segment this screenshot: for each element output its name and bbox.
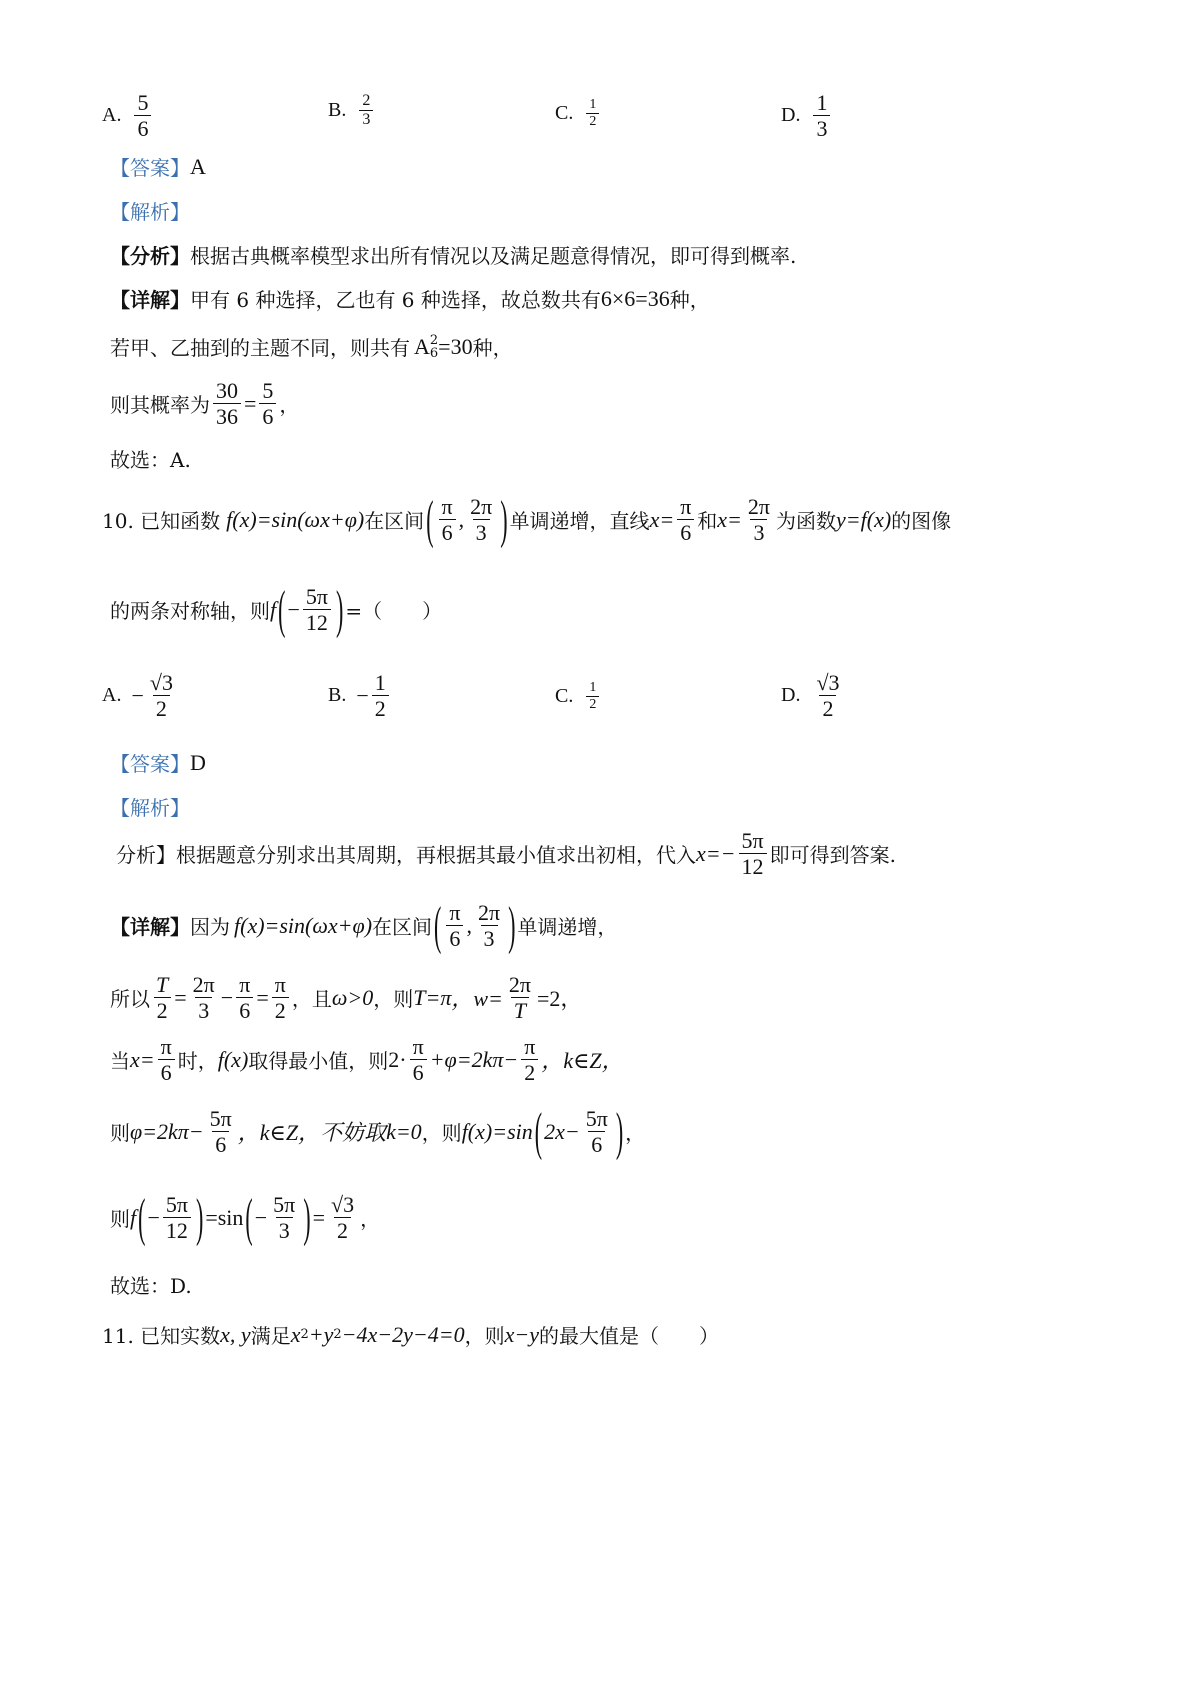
- fraction: [158, 1034, 175, 1086]
- fraction: [270, 1192, 298, 1244]
- fraction: [813, 670, 842, 722]
- fraction: [586, 97, 599, 130]
- math-expr: k=0: [386, 1118, 422, 1144]
- numerator: π: [449, 900, 461, 925]
- numerator: 5: [137, 90, 149, 115]
- answer-tag: 【答案】: [110, 752, 190, 776]
- numerator: π: [239, 972, 251, 997]
- text: 因为: [190, 915, 230, 940]
- text: 在区间: [364, 509, 425, 534]
- q10-option-d: [781, 670, 846, 722]
- fraction: [147, 670, 176, 722]
- text: 单调递增，直线: [509, 509, 650, 534]
- numerator: 2π: [508, 972, 531, 997]
- left-paren: (: [426, 488, 434, 549]
- fraction: [134, 90, 151, 142]
- denominator: 6: [259, 403, 276, 429]
- superscript: 2: [429, 332, 439, 348]
- text: =（ ）: [345, 599, 443, 624]
- numerator: π: [412, 1034, 424, 1059]
- math-f: f: [130, 1204, 137, 1230]
- fenxi-text: 根据古典概率模型求出所有情况以及满足题意得情况，即可得到概率.: [190, 244, 797, 268]
- numerator: 2π: [192, 972, 215, 997]
- right-paren: ): [615, 1100, 624, 1161]
- text: 则: [110, 1207, 130, 1232]
- left-paren: (: [534, 1100, 543, 1161]
- numerator: 5π: [165, 1192, 188, 1217]
- fraction: [259, 378, 276, 430]
- q10-stem-line2: [110, 578, 443, 639]
- text: ，且: [291, 987, 332, 1012]
- fraction: [372, 670, 389, 722]
- option-label: D.: [781, 104, 801, 127]
- denominator: 6: [134, 115, 151, 141]
- math-expr: x=: [649, 506, 675, 532]
- q9-answer: [110, 152, 206, 181]
- fraction: [467, 494, 495, 546]
- denominator: 2: [521, 1059, 538, 1085]
- denominator: 6: [588, 1131, 605, 1157]
- text: ，: [360, 1207, 381, 1232]
- math-expr: 2·: [388, 1046, 407, 1072]
- denominator: 6: [236, 997, 253, 1023]
- denominator: 2: [586, 696, 599, 713]
- fraction: [236, 972, 253, 1024]
- fraction: [213, 378, 241, 430]
- numerator: 1: [816, 90, 828, 115]
- detail-tag: 【详解】: [110, 288, 190, 312]
- fraction: [303, 584, 331, 636]
- q10-option-c: [555, 680, 602, 713]
- q10-choose: [110, 1270, 192, 1299]
- denominator: 3: [481, 925, 498, 951]
- denominator: 12: [739, 853, 767, 879]
- denominator: 3: [276, 1217, 293, 1243]
- comma: ,: [466, 912, 472, 938]
- numerator: √3: [149, 670, 173, 695]
- text: 在区间: [372, 915, 433, 940]
- q9-option-b: [328, 92, 376, 130]
- text: 当: [110, 1049, 130, 1074]
- script-pair: [430, 334, 438, 360]
- right-paren: ): [500, 488, 508, 549]
- fraction: [190, 972, 218, 1024]
- text: 则: [110, 1121, 130, 1146]
- math-expr: x=: [717, 506, 742, 532]
- detail-text-end: 种，: [669, 288, 710, 312]
- fenxi-tag: 【分析】: [110, 244, 190, 268]
- option-label: A.: [102, 104, 122, 127]
- math-expr: 2x−: [544, 1118, 580, 1144]
- math-expr: T=π: [413, 984, 452, 1010]
- q9-detail-line2: [110, 332, 513, 361]
- option-label: A.: [102, 684, 122, 707]
- q10-fenxi: [116, 828, 896, 880]
- answer-tag: 【答案】: [110, 156, 190, 180]
- q9-option-a: [102, 90, 154, 142]
- right-paren: ): [303, 1186, 311, 1247]
- fraction: [272, 972, 289, 1024]
- denominator: 6: [677, 519, 694, 545]
- numerator: √3: [331, 1192, 355, 1217]
- q10-detail-line1: [110, 894, 618, 955]
- denominator: 6: [158, 1059, 175, 1085]
- numerator: 2π: [470, 494, 493, 519]
- minus-sign: −: [254, 1204, 268, 1230]
- equals-sign: =: [312, 1204, 326, 1230]
- numerator: 1: [374, 670, 386, 695]
- left-paren: (: [245, 1186, 253, 1247]
- numerator: 5π: [305, 584, 328, 609]
- numerator: π: [274, 972, 286, 997]
- text: 为函数: [776, 509, 837, 534]
- answer-value: D: [190, 749, 206, 775]
- option-label: C.: [555, 102, 574, 125]
- denominator: 3: [195, 997, 212, 1023]
- fraction: [475, 900, 503, 952]
- option-label: D.: [781, 684, 801, 707]
- fraction: [583, 1106, 611, 1158]
- math-arrangement: A: [414, 333, 430, 359]
- numerator: 1: [589, 97, 597, 112]
- math-expr: ω>0: [331, 984, 374, 1010]
- math-f: f: [270, 596, 277, 622]
- numerator: √3: [816, 670, 840, 695]
- text: 取得最小值，则: [248, 1049, 389, 1074]
- fraction: [738, 828, 766, 880]
- fraction: [328, 1192, 357, 1244]
- denominator: T: [511, 997, 529, 1023]
- q10-step2: [110, 1034, 624, 1086]
- text: ，则: [421, 1121, 462, 1146]
- left-paren: (: [278, 578, 286, 639]
- math-expr: =sin: [205, 1204, 244, 1230]
- q9-choose: [110, 444, 191, 473]
- numerator: π: [524, 1034, 536, 1059]
- q9-detail-line1: [110, 284, 710, 313]
- text: ，则: [464, 1324, 505, 1348]
- superscript: 2: [300, 1327, 309, 1342]
- q10-stem-line1: [102, 488, 952, 549]
- math-expr: ，k∈Z，: [541, 1048, 624, 1074]
- math-expr: −4x−2y−4=0: [341, 1321, 465, 1347]
- left-paren: (: [138, 1186, 146, 1247]
- math-expr: ，w=: [451, 986, 503, 1012]
- detail-text-end: 种，: [472, 336, 513, 360]
- denominator: 2: [153, 695, 170, 721]
- text: 的两条对称轴，则: [110, 599, 270, 624]
- left-paren: (: [434, 894, 442, 955]
- fenxi-text: 分析】根据题意分别求出其周期，再根据其最小值求出初相，代入: [116, 843, 696, 868]
- q10-option-a: [102, 670, 179, 722]
- right-paren: ): [195, 1186, 204, 1247]
- fraction: [521, 1034, 538, 1086]
- denominator: 6: [439, 519, 456, 545]
- fraction: [506, 972, 534, 1024]
- denominator: 2: [334, 1217, 351, 1243]
- comma: ,: [458, 506, 465, 532]
- math-expr: x−y: [504, 1321, 539, 1347]
- q9-option-d: [781, 90, 833, 142]
- function-expr: f(x)=sin(ωx+φ): [234, 912, 373, 938]
- math-expr: 6×6=36: [600, 285, 670, 311]
- denominator: 3: [473, 519, 490, 545]
- equals-sign: =: [244, 390, 257, 416]
- math-expr: ，k∈Z，不妨取: [237, 1120, 387, 1146]
- analysis-tag: 【解析】: [110, 796, 190, 820]
- math-expr: f(x): [217, 1046, 249, 1072]
- fraction: [359, 92, 373, 130]
- denominator: 36: [213, 403, 241, 429]
- equals-sign: =: [174, 984, 187, 1010]
- numerator: 5π: [209, 1106, 232, 1131]
- detail-text-end: ，: [279, 393, 300, 418]
- numerator: 30: [216, 378, 238, 403]
- text: 和: [697, 509, 718, 534]
- denominator: 12: [303, 609, 331, 635]
- subscript: 6: [429, 345, 439, 361]
- text: 单调递增，: [517, 915, 618, 940]
- math-expr: x=: [130, 1046, 155, 1072]
- choose-text: 故选：D.: [110, 1274, 192, 1298]
- math-expr: f(x)=sin: [461, 1118, 533, 1144]
- q10-answer: [110, 748, 206, 777]
- math-expr: x: [290, 1321, 301, 1347]
- math-expr: y=f(x): [836, 506, 892, 532]
- q10-analysis-tag: [110, 792, 190, 821]
- q10-step1: [110, 972, 582, 1024]
- q9-option-c: [555, 97, 602, 130]
- denominator: 3: [359, 110, 373, 129]
- minus-sign: −: [131, 682, 144, 708]
- right-paren: ): [335, 578, 344, 639]
- detail-text: 则其概率为: [110, 393, 210, 418]
- fraction: [163, 1192, 191, 1244]
- numerator: 5π: [273, 1192, 296, 1217]
- numerator: 1: [589, 680, 597, 695]
- denominator: 2: [272, 997, 289, 1023]
- denominator: 2: [586, 113, 599, 130]
- numerator: 5π: [741, 828, 764, 853]
- fraction: [410, 1034, 427, 1086]
- fraction: [439, 494, 456, 546]
- q10-step3: [110, 1100, 646, 1161]
- superscript: 2: [333, 1327, 342, 1342]
- numerator: T: [156, 972, 169, 997]
- math-expr: =30: [438, 333, 473, 359]
- option-label: C.: [555, 685, 574, 708]
- fraction: [153, 972, 171, 1024]
- denominator: 2: [154, 997, 171, 1023]
- numerator: π: [160, 1034, 172, 1059]
- detail-tag: 【详解】: [110, 915, 190, 940]
- detail-text: 若甲、乙抽到的主题不同，则共有: [110, 336, 410, 360]
- q9-detail-line3: [110, 378, 299, 430]
- fraction: [207, 1106, 235, 1158]
- text: ，则: [373, 987, 414, 1012]
- choose-text: 故选：A.: [110, 448, 191, 472]
- fraction: [446, 900, 463, 952]
- denominator: 3: [813, 115, 830, 141]
- denominator: 6: [410, 1059, 427, 1085]
- denominator: 6: [446, 925, 463, 951]
- denominator: 2: [819, 695, 836, 721]
- detail-text: 甲有 6 种选择，乙也有 6 种选择，故总数共有: [190, 288, 601, 312]
- q11-stem: [102, 1320, 719, 1349]
- fraction: [586, 680, 599, 713]
- q9-analysis-tag: [110, 196, 190, 225]
- minus-sign: −: [356, 682, 369, 708]
- fraction: [745, 494, 773, 546]
- analysis-tag: 【解析】: [110, 200, 190, 224]
- denominator: 3: [750, 519, 767, 545]
- text: 的图像: [891, 509, 952, 534]
- math-expr: x=−: [696, 840, 736, 866]
- function-expr: f(x)=sin(ωx+φ): [226, 506, 365, 532]
- numerator: 5π: [585, 1106, 608, 1131]
- minus-sign: −: [147, 1204, 160, 1230]
- minus-sign: −: [287, 596, 300, 622]
- question-prefix: 10. 已知函数: [102, 509, 221, 534]
- fraction: [813, 90, 830, 142]
- math-expr: =2，: [536, 986, 583, 1012]
- numerator: π: [680, 494, 692, 519]
- q10-step4: [110, 1186, 381, 1247]
- q10-option-b: [328, 670, 392, 722]
- text: ，: [625, 1121, 646, 1146]
- numerator: 2π: [747, 494, 771, 519]
- math-expr: φ=2kπ−: [130, 1118, 204, 1144]
- math-expr: +φ=2kπ−: [429, 1046, 519, 1072]
- numerator: 5: [262, 378, 274, 403]
- text: 满足: [250, 1324, 291, 1348]
- option-label: B.: [328, 684, 347, 707]
- answer-value: A: [190, 153, 206, 179]
- math-vars: x, y: [220, 1321, 251, 1347]
- question-prefix: 11. 已知实数: [102, 1324, 221, 1348]
- numerator: π: [441, 494, 453, 519]
- numerator: 2: [362, 92, 371, 109]
- equals-sign: =: [256, 984, 269, 1010]
- denominator: 2: [372, 695, 389, 721]
- q9-fenxi: [110, 240, 796, 269]
- text: 即可得到答案.: [769, 843, 896, 868]
- right-paren: ): [508, 894, 516, 955]
- option-label: B.: [328, 99, 347, 122]
- math-expr: +y: [308, 1321, 334, 1347]
- text: 时，: [177, 1049, 218, 1074]
- text: 所以: [110, 987, 150, 1012]
- denominator: 6: [212, 1131, 229, 1157]
- text: 的最大值是（ ）: [538, 1324, 719, 1348]
- fraction: [677, 494, 694, 546]
- numerator: 2π: [477, 900, 501, 925]
- minus-sign: −: [220, 984, 234, 1010]
- denominator: 12: [163, 1217, 191, 1243]
